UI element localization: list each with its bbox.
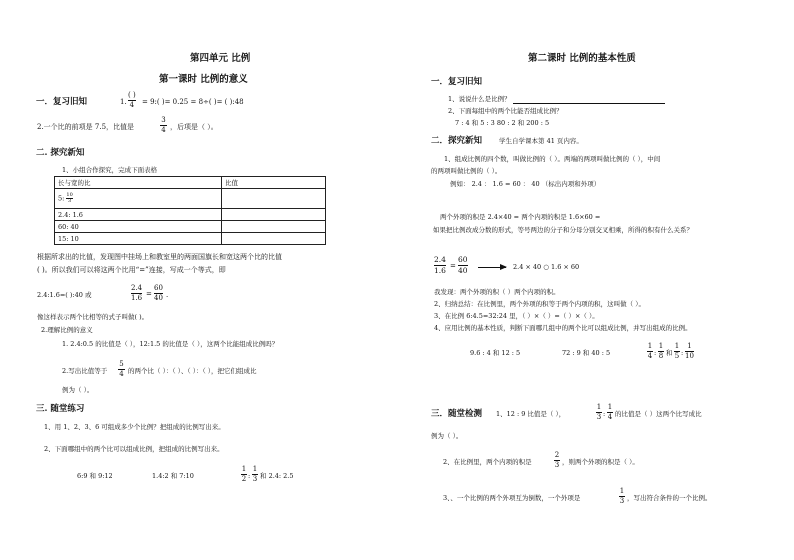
lesson2-fraction-equals: = xyxy=(450,262,456,270)
review-q2-text: 2.一个比的前项是 7.5，比值是 xyxy=(37,123,135,131)
unit-title: 第四单元 比例 xyxy=(190,53,251,64)
fraction-denominator: 1.6 xyxy=(131,294,143,302)
understand-q2-answer: 例为（ ）。 xyxy=(62,386,94,394)
fraction-denominator: 2 xyxy=(241,475,247,483)
equation-prefix: 2.4:1.6=( ):40 或 xyxy=(37,291,92,299)
fraction-denominator: 4 xyxy=(607,413,613,421)
lesson2-group-3-fraction-3 xyxy=(674,343,680,360)
fraction-denominator: 3 xyxy=(554,461,560,469)
equation-period: . xyxy=(166,291,169,299)
fraction-denominator: 1.6 xyxy=(434,265,446,275)
right-arrow-icon xyxy=(478,267,506,268)
lesson2-test-q1-fraction-2 xyxy=(607,404,613,421)
practice-item-3-fraction-1 xyxy=(241,466,247,483)
review-q2-fraction xyxy=(160,117,167,134)
fraction-numerator: 60 xyxy=(154,284,163,292)
fraction-numerator: 2.4 xyxy=(131,284,143,292)
fraction-numerator: 1 xyxy=(674,342,680,350)
lesson2-example: 例如： 2.4 ： 1.6 = 60 ： 40 （标出内项和外项） xyxy=(450,180,601,188)
fraction-numerator: 1 xyxy=(647,342,653,350)
lesson2-test-heading: 三．随堂检测 xyxy=(431,409,483,419)
table-cell-value[interactable] xyxy=(222,209,326,221)
explore-paragraph-1: 根据所求出的比值，发现图中挂场上和教室里的两面国旗长和宽这两个比的比值 xyxy=(37,253,282,261)
practice-item-3-colon: : xyxy=(248,472,251,480)
review-q1-prefix: 1. xyxy=(120,98,127,106)
fraction-numerator: 10 xyxy=(66,192,73,198)
lesson2-test-q1-fraction-1 xyxy=(596,404,602,421)
table-cell-value[interactable] xyxy=(222,189,326,209)
understand-heading: 2.理解比例的意义 xyxy=(41,326,93,334)
lesson2-test-q1-answer: 例为（ ）。 xyxy=(431,432,463,440)
fraction-denominator: 3 xyxy=(252,475,258,483)
lesson2-q3: 3、在比例 6:4.5=32:24 里，（ ）×（ ）=（ ）×（ ）。 xyxy=(434,312,599,320)
table-header-cell: 长与宽的比 xyxy=(55,177,222,189)
lesson2-products: 两个外项的积是 2.4×40 = 两个内项的积是 1.6×60 = xyxy=(440,213,601,221)
review-q1-equation: = 9:( )= 0.25 = 8÷( )= ( ):48 xyxy=(142,98,244,106)
lesson-title: 第一课时 比例的意义 xyxy=(159,74,248,85)
lesson2-summary: 2、归纳总结：在比例里，两个外项的积等于两个内项的积，这叫做（ ）。 xyxy=(434,300,645,308)
lesson2-test-q3-fraction xyxy=(619,488,625,505)
lesson2-test-q3: 3、、一个比例的两个外项互为倒数，一个外项是 xyxy=(443,494,581,502)
answer-line xyxy=(513,103,665,104)
practice-item-2: 1.4:2 和 7:10 xyxy=(152,472,194,480)
lesson2-explore-sub: 学生自学课本第 41 页内容。 xyxy=(499,137,583,145)
fraction-denominator: 3 xyxy=(68,198,72,204)
table-cell: 2.4: 1.6 xyxy=(55,209,222,221)
fraction-denominator: 40 xyxy=(458,265,468,275)
table-row xyxy=(55,209,326,221)
lesson2-fraction-b xyxy=(458,256,468,274)
fraction-numerator: 1 xyxy=(252,465,258,473)
understand-q1: 1. 2.4:0.5 的比值是（ ），12:1.5 的比值是（ ），这两个比能组成比例吗？ xyxy=(62,340,279,348)
lesson2-group-3-and: 和 xyxy=(666,349,673,357)
fraction-denominator: 4 xyxy=(161,126,166,134)
lesson2-test-q1: 1、12 : 9 比值是（ ）， xyxy=(496,410,566,418)
equation-equals: = xyxy=(146,290,152,298)
table-row xyxy=(55,189,326,209)
lesson2-group-2: 72 : 9 和 40 : 5 xyxy=(562,349,611,357)
lesson2-test-q1-colon: : xyxy=(603,410,606,418)
lesson2-test-q2: 2、在比例里，两个内项的积是 xyxy=(443,458,532,466)
lesson2-review-q2: 2、下面每组中的两个比能否组成比例？ xyxy=(448,107,563,115)
practice-q1: 1、用 1、2、3、6 可组成多少个比例？把组成的比例写出来。 xyxy=(44,423,225,431)
understand-q2-fraction xyxy=(118,361,125,378)
lesson2-test-q3-suffix: ，写出符合条件的一个比例。 xyxy=(627,494,712,502)
section-explore-heading: 二. 探究新知 xyxy=(36,148,85,158)
fraction-numerator: 60 xyxy=(458,255,468,264)
practice-item-3-tail: 和 2.4: 2.5 xyxy=(260,472,294,480)
lesson2-group-1: 9.6 : 4 和 12 : 5 xyxy=(470,349,521,357)
fraction-denominator: 40 xyxy=(154,294,163,302)
understand-q2-text: 2.写出比值等于 xyxy=(62,367,108,375)
table-header-row xyxy=(55,177,326,189)
practice-item-1: 6:9 和 9:12 xyxy=(77,472,113,480)
ratio-text: 5: xyxy=(58,194,65,203)
fraction-numerator: 1 xyxy=(241,465,247,473)
fraction-denominator: 4 xyxy=(647,352,653,360)
definition-text: 像这样表示两个比相等的式子叫做( )。 xyxy=(37,313,149,321)
fraction-numerator: ( ) xyxy=(128,91,136,99)
lesson2-question: 如果把比例改成分数的形式，等号两边的分子和分母分别交叉相乘，所得的积有什么关系？ xyxy=(433,226,693,234)
fraction-numerator: 1 xyxy=(596,403,602,411)
lesson2-test-q2-fraction xyxy=(554,452,560,469)
fraction-numerator: 2.4 xyxy=(434,255,446,264)
lesson2-group-3-fraction-4 xyxy=(685,343,694,360)
lesson2-cross-product: 2.4 × 40 ○ 1.6 × 60 xyxy=(513,263,580,271)
table-row xyxy=(55,221,326,233)
lesson2-group-3-fraction-1 xyxy=(647,343,653,360)
fraction-denominator: 10 xyxy=(685,352,694,360)
equation-fraction-2 xyxy=(154,285,163,302)
fraction-denominator: 3 xyxy=(596,413,602,421)
fraction-denominator: 3 xyxy=(619,497,625,505)
table-cell xyxy=(55,189,222,209)
section-review-heading: 一．复习旧知 xyxy=(36,97,88,107)
table-cell: 60: 40 xyxy=(55,221,222,233)
practice-q2: 2、下面哪组中的两个比可以组成比例，把组成的比例写出来。 xyxy=(44,445,224,453)
fraction-numerator: 1 xyxy=(658,342,664,350)
table-header-cell: 比值 xyxy=(222,177,326,189)
fraction-numerator: 1 xyxy=(607,403,613,411)
fraction-denominator: 4 xyxy=(129,101,135,109)
lesson2-group-3-colon-2: : xyxy=(681,349,684,357)
fraction-denominator: 8 xyxy=(658,352,664,360)
table-row xyxy=(55,233,326,245)
table-cell: 15: 10 xyxy=(55,233,222,245)
lesson2-review-q2-items: 7 : 4 和 5 : 3 80 : 2 和 200 : 5 xyxy=(455,119,550,127)
equation-fraction-1 xyxy=(131,285,142,302)
lesson2-q4: 4、应用比例的基本性质，判断下面哪几组中的两个比可以组成比例，并写出组成的比例。 xyxy=(434,324,692,332)
lesson2-fraction-a xyxy=(434,256,446,274)
explore-paragraph-2: ( )。所以我们可以将这两个比用“=”连接，写成一个等式，即 xyxy=(37,266,226,274)
ratio-fraction xyxy=(66,193,72,204)
lesson2-explore-heading: 二．探究新知 xyxy=(431,136,483,146)
lesson2-test-q1-suffix: 的比值是（ ）这两个比写成比 xyxy=(615,410,702,418)
lesson2-group-3-fraction-2 xyxy=(658,343,664,360)
fraction-numerator: 1 xyxy=(687,342,692,350)
lesson2-explore-p1: 1、组成比例的四个数，叫做比例的（ ）。两端的两项叫做比例的（ ），中间 xyxy=(444,155,661,163)
fraction-denominator: 4 xyxy=(119,370,124,378)
section-practice-heading: 三. 随堂练习 xyxy=(36,404,85,414)
understand-q2-suffix: 的两个比（ ）：（ ）、（ ）：（ ），把它们组成比 xyxy=(128,367,257,375)
lesson2-group-3-colon-1: : xyxy=(654,349,657,357)
review-q1-fraction xyxy=(128,92,136,109)
fraction-numerator: 5 xyxy=(119,360,124,368)
lesson2-title: 第二课时 比例的基本性质 xyxy=(528,53,636,64)
lesson2-finding: 我发现：两个外项的积（ ）两个内项的积。 xyxy=(434,288,560,296)
explore-task: 1、小组合作探究，完成下面表格 xyxy=(62,166,158,174)
table-cell-value[interactable] xyxy=(222,221,326,233)
table-cell-value[interactable] xyxy=(222,233,326,245)
review-q2-suffix: ，后项是（ ）。 xyxy=(170,123,218,131)
ratio-table xyxy=(54,176,326,245)
lesson2-review-q1: 1、说说什么是比例？ xyxy=(448,95,511,103)
fraction-numerator: 3 xyxy=(161,116,166,124)
practice-item-3-fraction-2 xyxy=(252,466,258,483)
lesson2-test-q2-suffix: ，则两个外项的积是（ ）。 xyxy=(562,458,639,466)
lesson2-review-heading: 一．复习旧知 xyxy=(431,77,483,87)
fraction-numerator: 1 xyxy=(619,487,625,495)
lesson2-explore-p2: 的两项叫做比例的（ ）。 xyxy=(431,167,502,175)
fraction-denominator: 5 xyxy=(674,352,680,360)
fraction-numerator: 2 xyxy=(554,451,560,459)
